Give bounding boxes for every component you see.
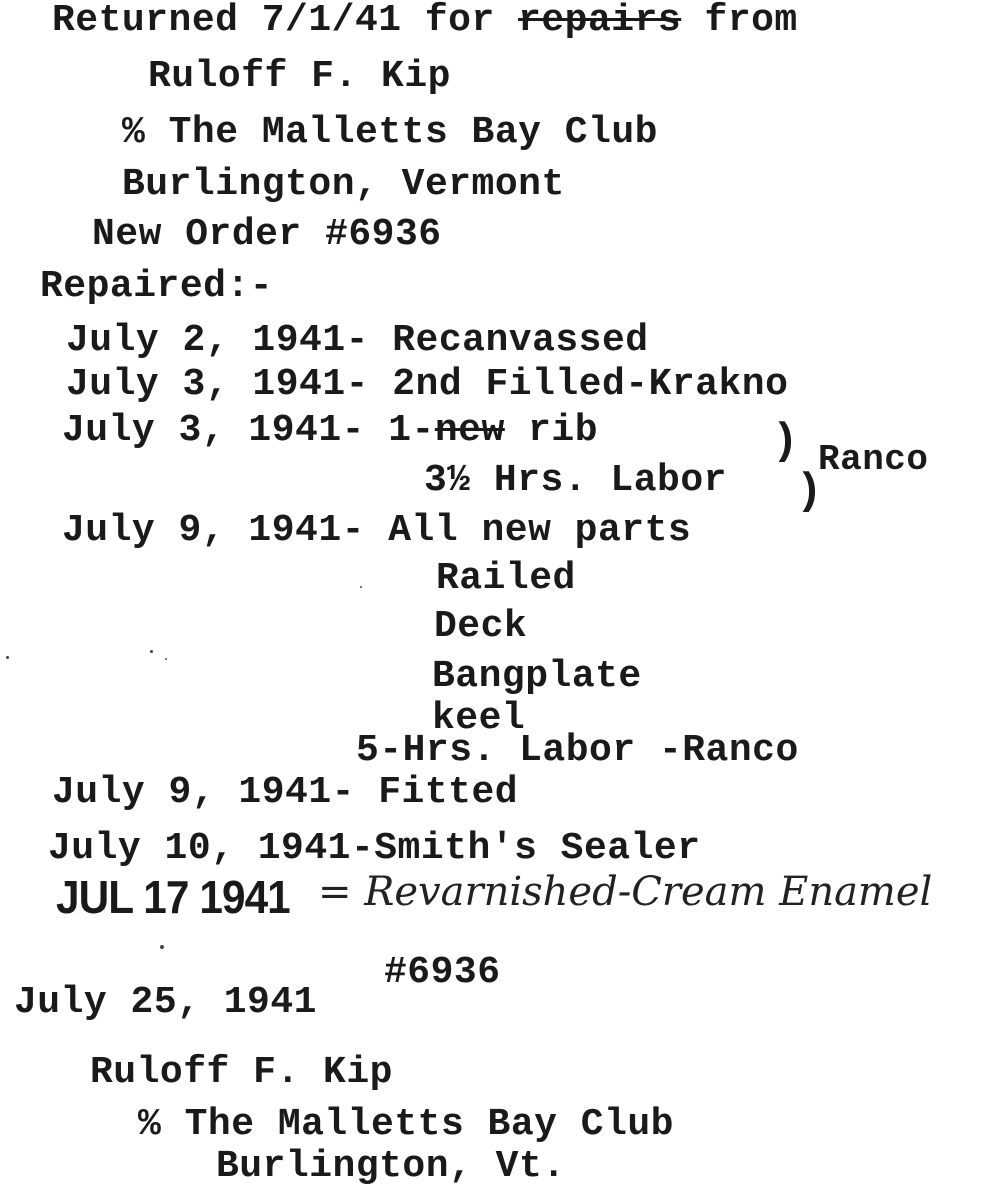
scan-speck xyxy=(150,650,153,653)
repair-entry-3 xyxy=(62,409,598,452)
scan-speck xyxy=(165,658,167,660)
repair-entry-6: July 10, 1941-Smith's Sealer xyxy=(48,827,701,870)
footer-date: July 25, 1941 xyxy=(14,981,317,1024)
scan-speck xyxy=(360,586,362,588)
repair-entry-3-suffix: rib xyxy=(504,409,598,452)
scan-speck xyxy=(160,945,164,949)
returned-suffix: from xyxy=(681,0,798,42)
part-keel: keel xyxy=(432,697,526,740)
date-stamp: JUL 17 1941 xyxy=(56,871,290,923)
scan-speck xyxy=(6,656,9,659)
repair-entry-2: July 3, 1941- 2nd Filled-Krakno xyxy=(66,363,789,406)
repair-entry-3-contractor: Ranco xyxy=(818,439,929,480)
new-order-number: New Order #6936 xyxy=(92,213,442,256)
footer-city: Burlington, Vt. xyxy=(216,1145,566,1188)
repair-entry-4: July 9, 1941- All new parts xyxy=(62,509,692,552)
handwritten-note: = Revarnished-Cream Enamel xyxy=(318,869,933,915)
repair-entry-1: July 2, 1941- Recanvassed xyxy=(66,319,649,362)
closing-brace-lower: ) xyxy=(796,467,823,517)
repairs-heading-prefix: Repair xyxy=(40,265,180,308)
repairs-heading-suffix: :- xyxy=(226,265,274,308)
repair-entry-3-prefix: July 3, 1941- 1- xyxy=(62,409,435,452)
repair-entry-5: July 9, 1941- Fitted xyxy=(52,771,519,814)
returned-line xyxy=(52,2,798,40)
header-city: Burlington, Vermont xyxy=(122,163,565,206)
repair-entry-3-labor: 3½ Hrs. Labor xyxy=(424,459,727,502)
closing-brace-upper: ) xyxy=(772,417,799,467)
repairs-heading xyxy=(40,265,274,308)
header-club: % The Malletts Bay Club xyxy=(122,111,658,154)
returned-prefix: Returned 7/1/41 for xyxy=(52,0,519,42)
repair-entry-3-struck-word: new xyxy=(434,409,505,452)
repairs-heading-overtyped: ed xyxy=(179,265,227,308)
footer-order-number: #6936 xyxy=(384,951,501,994)
labor-line: 5-Hrs. Labor -Ranco xyxy=(356,729,799,772)
footer-name: Ruloff F. Kip xyxy=(90,1051,393,1094)
part-bangplate: Bangplate xyxy=(432,655,642,698)
header-name: Ruloff F. Kip xyxy=(148,55,451,98)
part-deck: Deck xyxy=(434,605,528,648)
returned-struck-word: repairs xyxy=(518,0,682,42)
part-railed: Railed xyxy=(436,557,576,600)
footer-club: % The Malletts Bay Club xyxy=(138,1103,674,1146)
